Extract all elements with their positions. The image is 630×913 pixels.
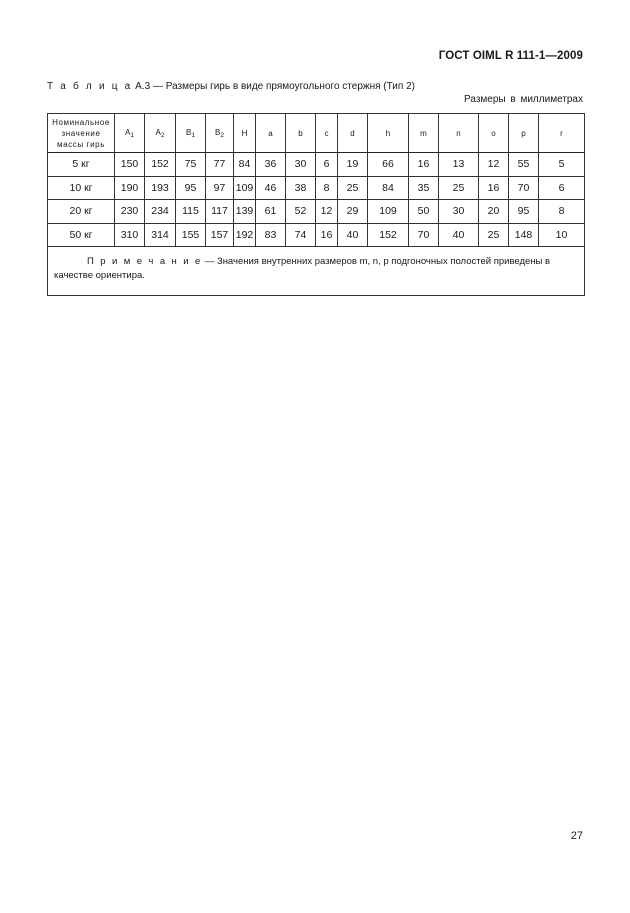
value-cell: 36 [256,153,286,177]
header-col [176,114,206,153]
value-cell: 8 [539,200,585,224]
header-col-symbol: d [350,128,355,138]
value-cell: 35 [409,176,439,200]
header-col-subscript: 2 [220,131,224,139]
header-col-symbol: a [268,128,273,138]
value-cell: 84 [368,176,409,200]
value-cell: 109 [234,176,256,200]
value-cell: 95 [176,176,206,200]
mass-cell: 5 кг [48,153,115,177]
table-caption [47,81,415,92]
table-note [48,247,585,296]
value-cell: 55 [509,153,539,177]
header-col-symbol: c [324,128,329,138]
value-cell: 13 [439,153,479,177]
header-col-symbol: b [298,128,303,138]
value-cell: 95 [509,200,539,224]
header-col [539,114,585,153]
header-col-symbol: h [385,128,391,138]
value-cell: 40 [338,223,368,247]
value-cell: 83 [256,223,286,247]
value-cell: 6 [316,153,338,177]
value-cell: 97 [206,176,234,200]
value-cell: 12 [316,200,338,224]
table-body [48,153,585,247]
value-cell: 30 [286,153,316,177]
value-cell: 50 [409,200,439,224]
header-col-symbol: H [241,128,248,138]
value-cell: 157 [206,223,234,247]
value-cell: 77 [206,153,234,177]
mass-cell: 50 кг [48,223,115,247]
header-col [145,114,176,153]
dimensions-table [47,113,585,296]
value-cell: 139 [234,200,256,224]
units-note: Размеры в миллиметрах [464,94,583,105]
header-col-subscript: 1 [191,131,195,139]
value-cell: 5 [539,153,585,177]
value-cell: 193 [145,176,176,200]
header-col [256,114,286,153]
value-cell: 16 [316,223,338,247]
table-row [48,223,585,247]
value-cell: 155 [176,223,206,247]
header-col-subscript: 1 [130,131,134,139]
value-cell: 115 [176,200,206,224]
value-cell: 70 [509,176,539,200]
value-cell: 25 [338,176,368,200]
page-number: 27 [570,830,583,842]
value-cell: 75 [176,153,206,177]
table-row [48,200,585,224]
value-cell: 148 [509,223,539,247]
header-col [509,114,539,153]
value-cell: 230 [115,200,145,224]
header-col-symbol: n [456,128,461,138]
value-cell: 117 [206,200,234,224]
header-col [479,114,509,153]
value-cell: 40 [439,223,479,247]
value-cell: 19 [338,153,368,177]
header-col-symbol: A [125,127,131,137]
header-mass: Номинальное значение массы гирь [48,114,115,153]
table-row [48,153,585,177]
value-cell: 52 [286,200,316,224]
value-cell: 16 [409,153,439,177]
value-cell: 192 [234,223,256,247]
note-label: П р и м е ч а н и е [87,256,203,267]
value-cell: 25 [479,223,509,247]
value-cell: 66 [368,153,409,177]
header-col [115,114,145,153]
value-cell: 61 [256,200,286,224]
value-cell: 152 [368,223,409,247]
value-cell: 190 [115,176,145,200]
header-col [439,114,479,153]
header-col [206,114,234,153]
value-cell: 46 [256,176,286,200]
value-cell: 25 [439,176,479,200]
mass-cell: 10 кг [48,176,115,200]
header-col [286,114,316,153]
table-caption-text: А.3 — Размеры гирь в виде прямоугольного стержня (Тип 2) [132,81,415,92]
value-cell: 16 [479,176,509,200]
header-col [316,114,338,153]
value-cell: 74 [286,223,316,247]
table-row [48,176,585,200]
value-cell: 12 [479,153,509,177]
value-cell: 29 [338,200,368,224]
header-col-symbol: B [215,127,221,137]
value-cell: 8 [316,176,338,200]
value-cell: 20 [479,200,509,224]
value-cell: 30 [439,200,479,224]
table-header-row [48,114,585,153]
header-col-symbol: o [491,128,496,138]
value-cell: 150 [115,153,145,177]
value-cell: 314 [145,223,176,247]
value-cell: 109 [368,200,409,224]
header-col-symbol: B [186,127,192,137]
note-text: — Значения внутренних размеров m, n, p подгоночных полостей приведены в качестве ориентира. [54,256,551,281]
header-col [409,114,439,153]
header-col [234,114,256,153]
note-row [48,247,585,296]
header-col [368,114,409,153]
table-caption-label: Т а б л и ц а [47,81,133,92]
mass-cell: 20 кг [48,200,115,224]
value-cell: 38 [286,176,316,200]
header-col [338,114,368,153]
value-cell: 234 [145,200,176,224]
header-col-symbol: r [560,128,563,138]
value-cell: 152 [145,153,176,177]
header-col-symbol: m [420,128,427,138]
header-col-symbol: A [155,127,161,137]
header-col-subscript: 2 [160,131,165,139]
header-col-symbol: p [521,128,526,138]
value-cell: 310 [115,223,145,247]
value-cell: 70 [409,223,439,247]
value-cell: 6 [539,176,585,200]
document-header: ГОСТ OIML R 111-1—2009 [438,50,583,62]
value-cell: 84 [234,153,256,177]
value-cell: 10 [539,223,585,247]
